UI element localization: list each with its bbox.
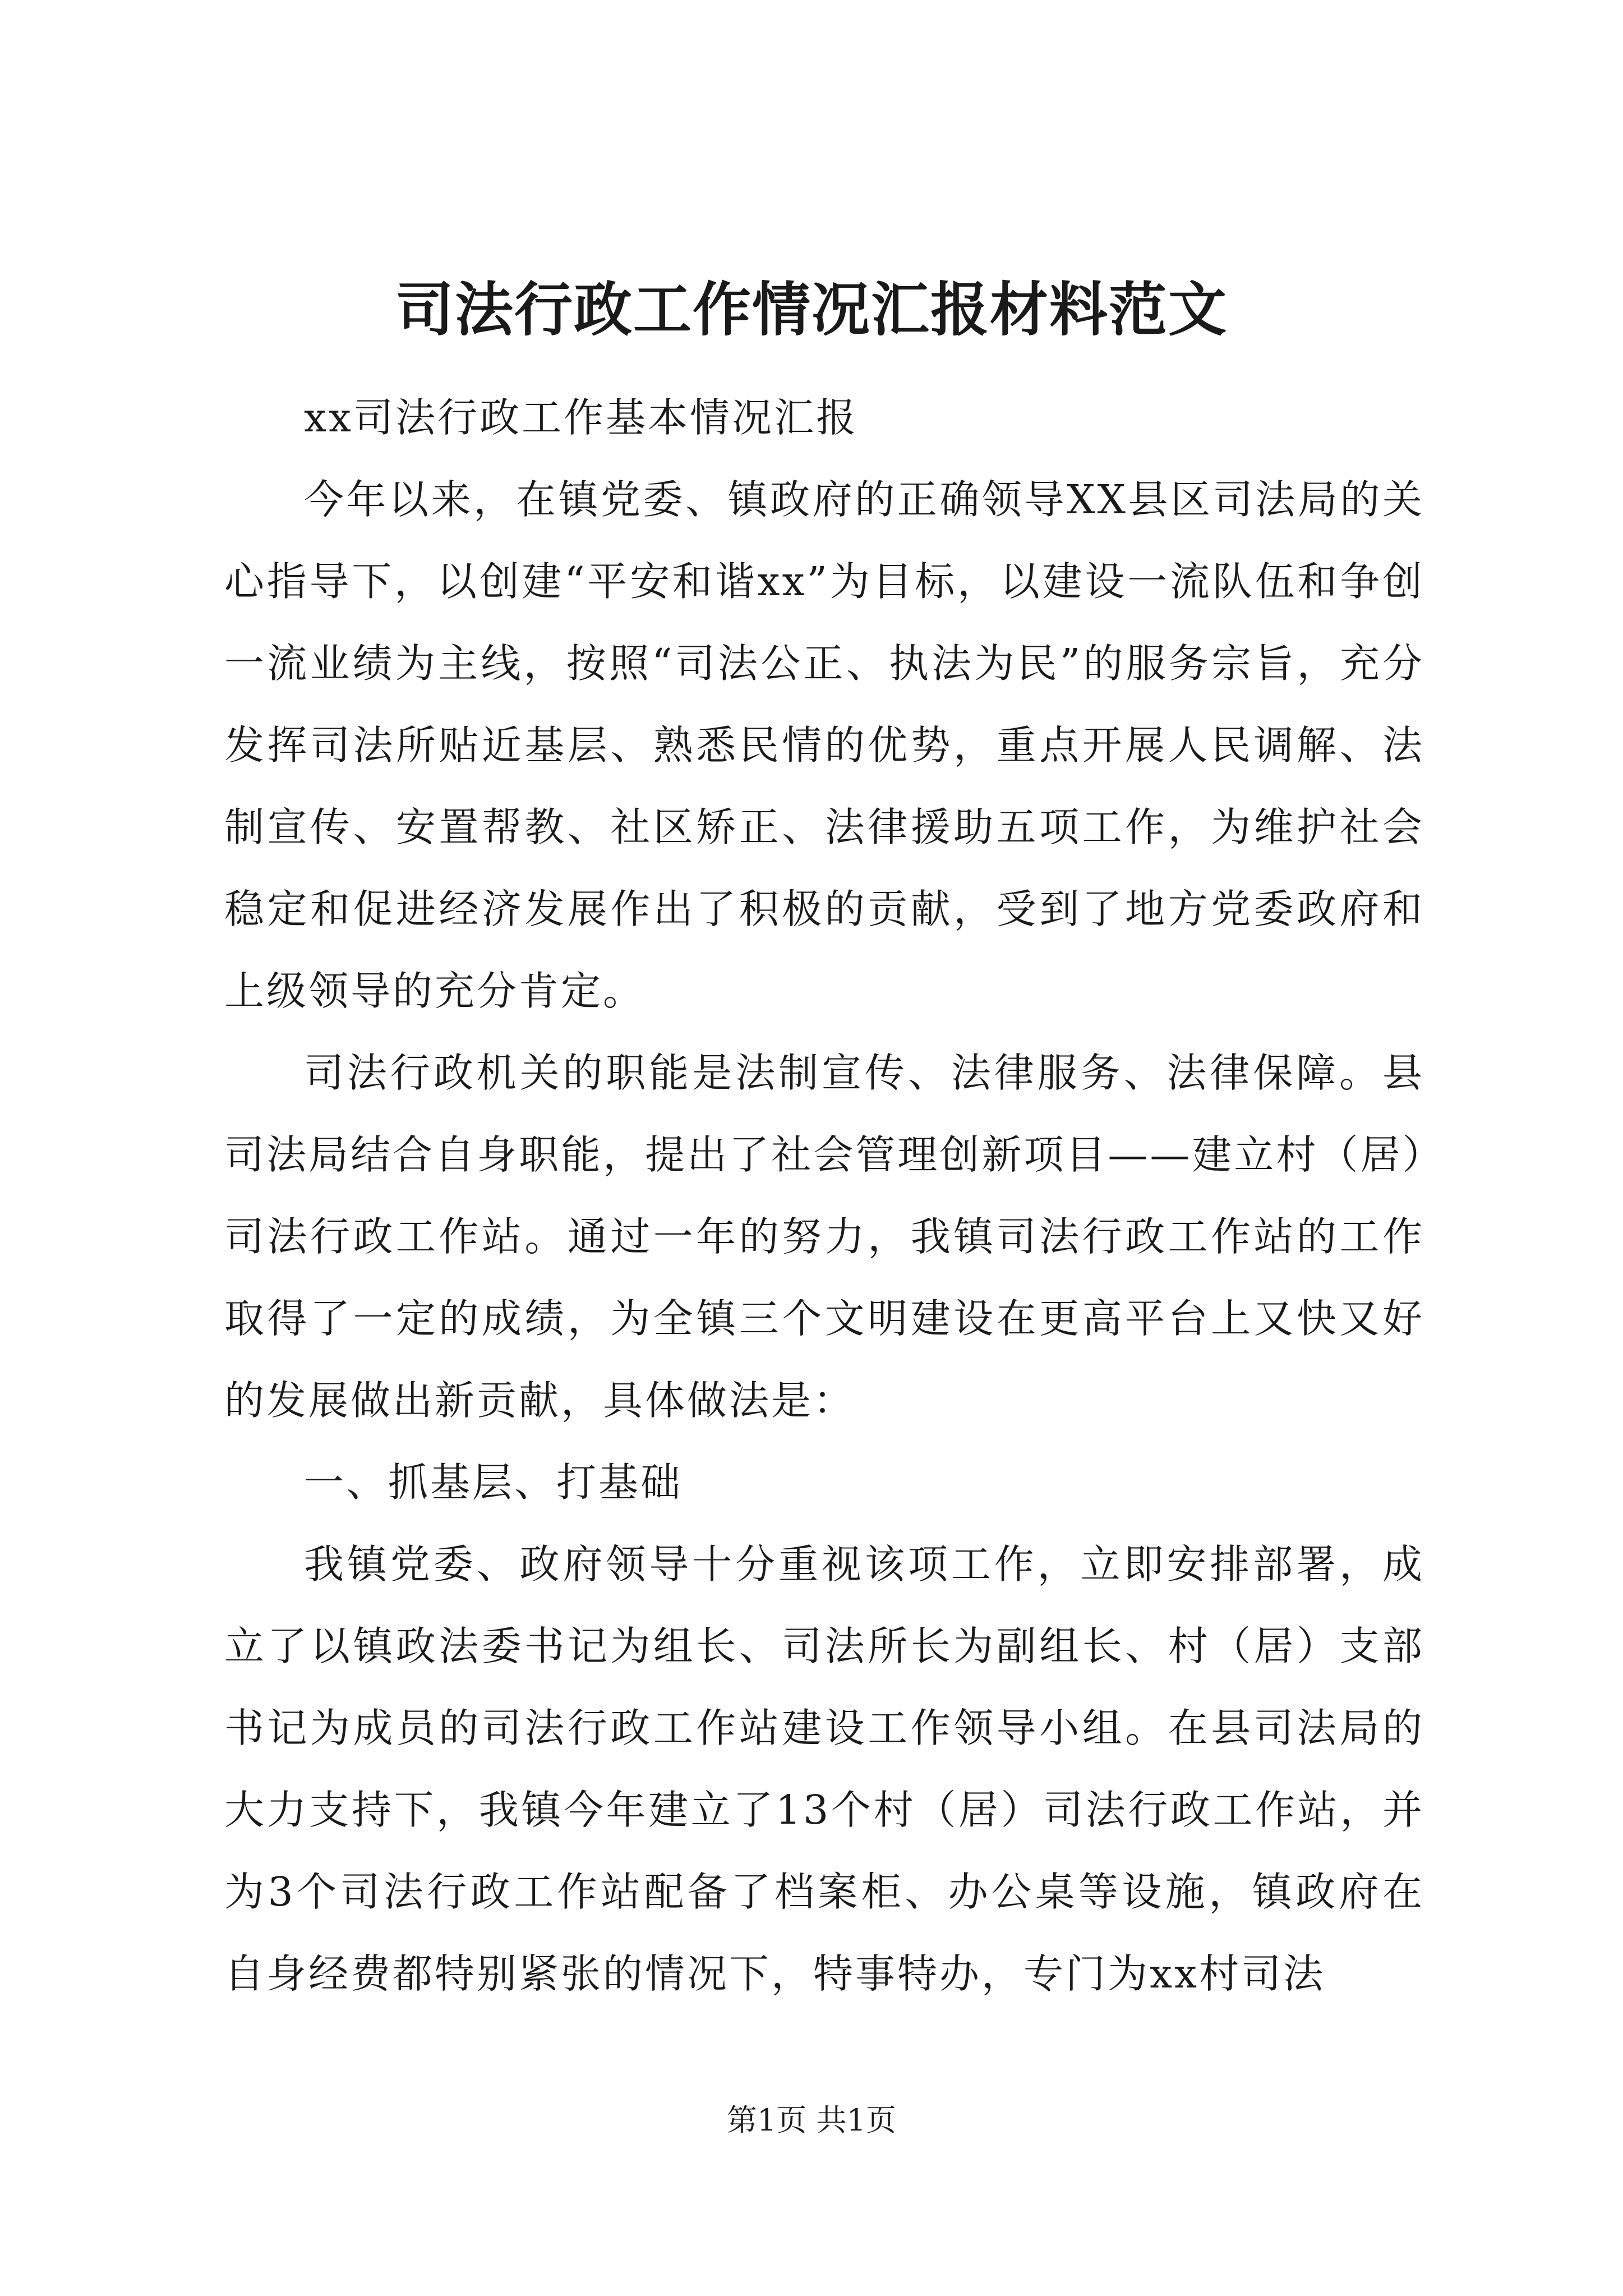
body-paragraph: 司法行政机关的职能是法制宣传、法律服务、法律保障。县司法局结合自身职能，提出了社会管理创新项目——建立村（居）司法行政工作站。通过一年的努力，我镇司法行政工作站的工作取得了一定的成绩，为全镇三个文明建设在更高平台上又快又好的发展做出新贡献，具体做法是： [224,1050,1424,1424]
document-title: 司法行政工作情况汇报材料范文 [395,275,1228,344]
document-body [224,377,1424,2015]
body-paragraph: 我镇党委、政府领导十分重视该项工作，立即安排部署，成立了以镇政法委书记为组长、司法所长为副组长、村（居）支部书记为成员的司法行政工作站建设工作领导小组。在县司法局的大力支持下，我镇今年建立了13个村（居）司法行政工作站，并为3个司法行政工作站配备了档案柜、办公桌等设施，镇政府在自身经费都特别紧张的情况下，特事特办，专门为xx村司法 [224,1541,1424,1997]
page-number-footer: 第1页 共1页 [727,2102,896,2138]
section-subtitle: xx司法行政工作基本情况汇报 [304,394,859,441]
body-paragraph: 今年以来，在镇党委、镇政府的正确领导XX县区司法局的关心指导下，以创建“平安和谐xx”为目标，以建设一流队伍和争创一流业绩为主线，按照“司法公正、执法为民”的服务宗旨，充分发挥司法所贴近基层、熟悉民情的优势，重点开展人民调解、法制宣传、安置帮教、社区矫正、法律援助五项工作，为维护社会稳定和促进经济发展作出了积极的贡献，受到了地方党委政府和上级领导的充分肯定。 [224,476,1424,1014]
section-heading: 一、抓基层、打基础 [304,1459,683,1506]
